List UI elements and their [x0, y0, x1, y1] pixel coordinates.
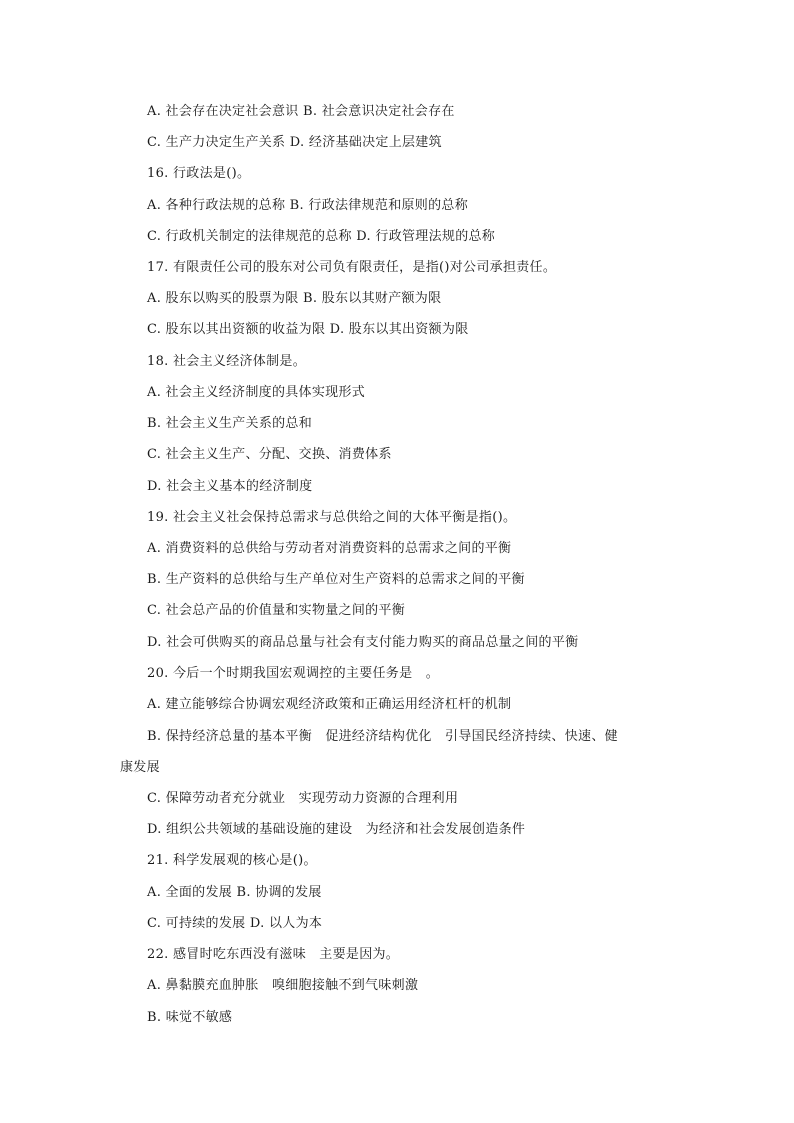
option-line: A. 全面的发展 B. 协调的发展 [147, 885, 322, 900]
option-line: D. 社会主义基本的经济制度 [147, 479, 313, 494]
option-line: D. 组织公共领域的基础设施的建设 为经济和社会发展创造条件 [147, 822, 526, 837]
option-line: A. 社会主义经济制度的具体实现形式 [147, 385, 366, 400]
question-line: 17. 有限责任公司的股东对公司负有限责任，是指()对公司承担责任。 [147, 260, 557, 275]
option-line: B. 社会主义生产关系的总和 [147, 416, 313, 431]
option-line: C. 股东以其出资额的收益为限 D. 股东以其出资额为限 [147, 322, 469, 337]
option-line: B. 生产资料的总供给与生产单位对生产资料的总需求之间的平衡 [147, 572, 525, 587]
option-line: D. 社会可供购买的商品总量与社会有支付能力购买的商品总量之间的平衡 [147, 635, 579, 650]
question-line: 18. 社会主义经济体制是。 [147, 354, 307, 369]
question-line: 20. 今后一个时期我国宏观调控的主要任务是 。 [147, 666, 440, 681]
option-line: C. 社会总产品的价值量和实物量之间的平衡 [147, 603, 406, 618]
question-line: 19. 社会主义社会保持总需求与总供给之间的大体平衡是指()。 [147, 510, 517, 525]
option-line: A. 股东以购买的股票为限 B. 股东以其财产额为限 [147, 291, 442, 306]
option-line: A. 社会存在决定社会意识 B. 社会意识决定社会存在 [147, 104, 455, 119]
option-line: B. 保持经济总量的基本平衡 促进经济结构优化 引导国民经济持续、快速、健 [147, 729, 618, 744]
option-line: A. 各种行政法规的总称 B. 行政法律规范和原则的总称 [147, 198, 469, 213]
question-line: 16. 行政法是()。 [147, 166, 251, 181]
option-line: B. 味觉不敏感 [147, 1010, 233, 1025]
question-line: 22. 感冒时吃东西没有滋味 主要是因为。 [147, 947, 400, 962]
option-line: A. 消费资料的总供给与劳动者对消费资料的总需求之间的平衡 [147, 541, 512, 556]
option-line: C. 可持续的发展 D. 以人为本 [147, 916, 323, 931]
option-line: A. 鼻黏膜充血肿胀 嗅细胞接触不到气味刺激 [147, 978, 419, 993]
option-line-continuation: 康发展 [120, 760, 160, 775]
option-line: C. 社会主义生产、分配、交换、消费体系 [147, 447, 392, 462]
option-line: A. 建立能够综合协调宏观经济政策和正确运用经济杠杆的机制 [147, 697, 512, 712]
option-line: C. 生产力决定生产关系 D. 经济基础决定上层建筑 [147, 135, 442, 150]
question-line: 21. 科学发展观的核心是()。 [147, 853, 317, 868]
option-line: C. 行政机关制定的法律规范的总称 D. 行政管理法规的总称 [147, 229, 496, 244]
option-line: C. 保障劳动者充分就业 实现劳动力资源的合理利用 [147, 791, 459, 806]
